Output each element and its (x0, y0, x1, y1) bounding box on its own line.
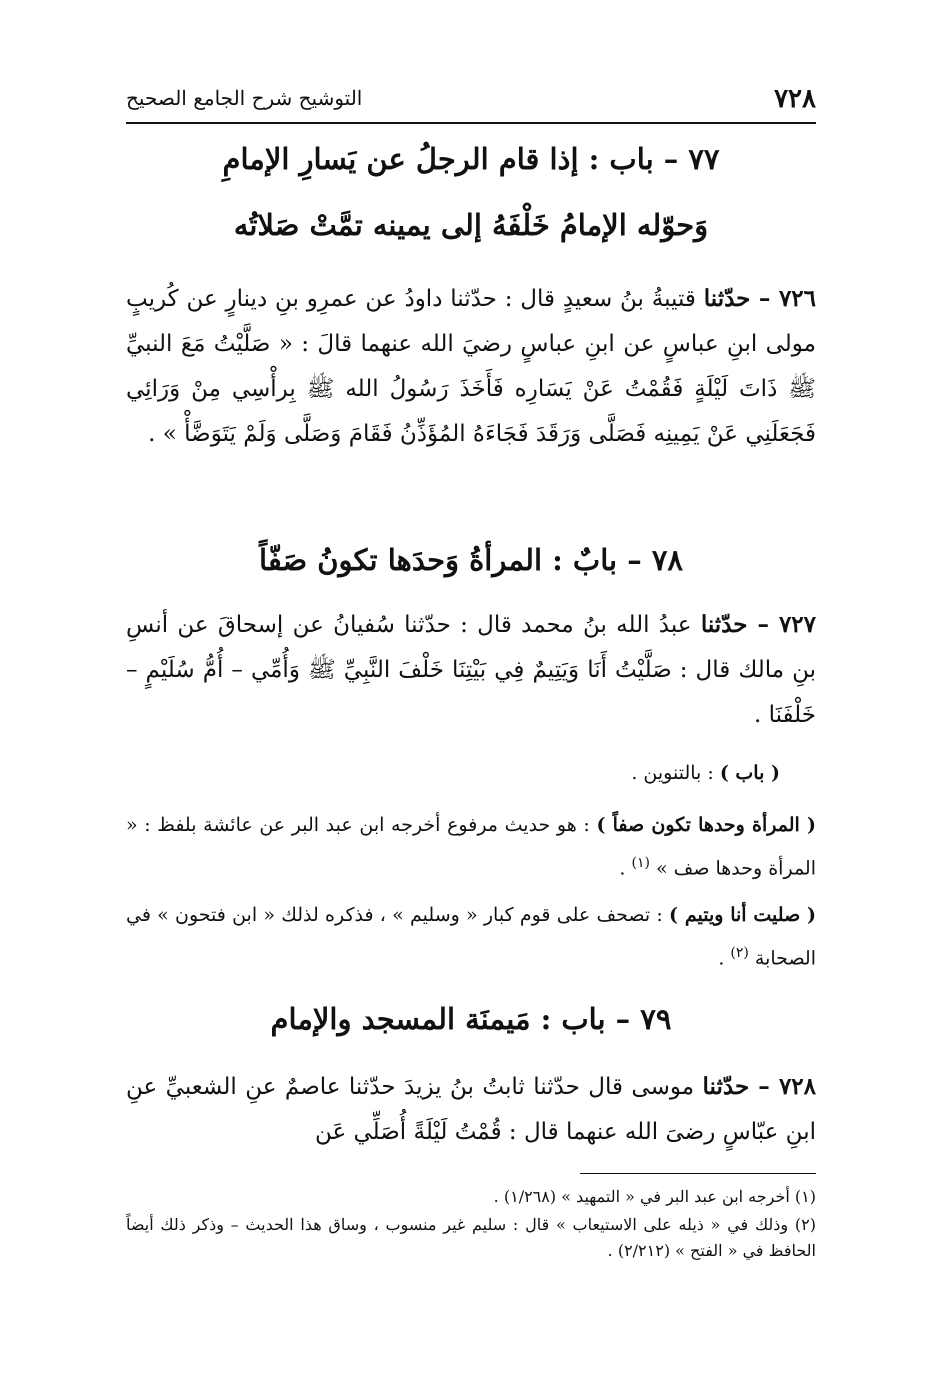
chapter-77-title-line1: ٧٧ – باب : إذا قام الرجلُ عن يَسارِ الإمامِ (222, 142, 720, 176)
note-lead: ( صليت أنا ويتيم ) (669, 904, 817, 926)
chapter-79-title: ٧٩ – باب : مَيمنَة المسجد والإمام (270, 1002, 672, 1036)
hadith-727 (126, 602, 816, 738)
footnote-text: أخرجه ابن عبد البر في « التمهيد » (١/٢٦٨) . (493, 1187, 790, 1206)
hadith-726-lead: ٧٢٦ – حدّثنا (703, 285, 816, 312)
note-bab (126, 754, 816, 792)
footnote-ref[interactable]: (١) (631, 855, 650, 871)
hadith-728-lead: ٧٢٨ – حدّثنا (702, 1073, 817, 1100)
footnote-text: وذلك في « ذيله على الاستيعاب » قال : سليم غير منسوب ، وساق هذا الحديث – وذكر ذلك أيضاً الحافظ في « الفتح » (٢/٢١٢) . (126, 1215, 816, 1260)
footnote-ref[interactable]: (٢) (730, 945, 749, 961)
hadith-726-text: قتيبةُ بنُ سعيدٍ قال : حدّثنا داودُ عن عمرِو بنِ دينارٍ عن كُريبٍ مولى ابنِ عباسٍ عن ابنِ عباسٍ رضيَ الله عنهما قالَ : « صَلَّيْتُ مَعَ النبيِّ ﷺ ذَاتَ لَيْلَةٍ فَقُمْتُ عَنْ يَسَارِه فَأَخَذَ رَسُولُ الله ﷺ بِرأْسِي مِنْ وَرَائِي فَجَعَلَنِي عَنْ يَمِينِه فَصَلَّى وَرَقَدَ فَجَاءَهُ المُؤَذِّنُ فَقَامَ وَصَلَّى وَلَمْ يَتَوَضَّأْ » . (126, 286, 816, 447)
note-lead: ( باب ) (719, 762, 780, 784)
running-title: التوشيح شرح الجامع الصحيح (126, 86, 363, 110)
note-text: : تصحف على قوم كبار « وسليم » ، فذكره لذلك « ابن فتحون » في الصحابة (126, 904, 816, 970)
hadith-726 (126, 276, 816, 457)
chapter-78-title: ٧٨ – بابٌ : المرأةُ وَحدَها تكونُ صَفّاً (259, 543, 683, 577)
footnote-2 (126, 1212, 816, 1264)
hadith-727-lead: ٧٢٧ – حدّثنا (700, 611, 817, 638)
note-text: : هو حديث مرفوع أخرجه ابن عبد البر عن عائشة بلفظ : « المرأة وحدها صف » (126, 814, 816, 880)
page-number: ٧٢٨ (774, 84, 816, 114)
chapter-77-title-line2: وَحوّله الإمامُ خَلْفَهُ إلى يمينه تمَّتْ صَلاتُه (233, 208, 709, 242)
footnote-number: (١) (794, 1187, 816, 1206)
footnote-number: (٢) (794, 1215, 816, 1234)
note-lead: ( المرأة وحدها تكون صفاً ) (596, 814, 817, 836)
hadith-728 (126, 1064, 816, 1155)
page-header (126, 78, 816, 124)
note-woman-row: ( المرأة وحدها تكون صفاً ) : هو حديث مرفوع أخرجه ابن عبد البر عن عائشة بلفظ : « المرأة وحدها صف » $^{(١)}$ . (126, 814, 817, 880)
note-orphan: ( صليت أنا ويتيم ) : تصحف على قوم كبار « وسليم » ، فذكره لذلك « ابن فتحون » في الصحابة $^{(٢)}$ . (126, 904, 817, 970)
hadith-727-text: عبدُ الله بنُ محمد قال : حدّثنا سُفيانُ عن إسحاقَ عن أنسِ بنِ مالك قال : صَلَّيْتُ أَنَا وَيَتِيمٌ فِي بَيْتِنَا خَلْفَ النَّبِيِّ ﷺ وَأُمِّي – أُمُّ سُلَيْمٍ – خَلْفَنَا . (126, 612, 816, 728)
footnote-divider (580, 1173, 816, 1174)
note-text: : بالتنوين . (631, 762, 714, 784)
footnote-1 (126, 1184, 816, 1210)
hadith-728-text: موسى قال حدّثنا ثابتُ بنُ يزيدَ حدّثنا عاصمٌ عنِ الشعبيِّ عنِ ابنِ عبّاسٍ رضىَ الله عنهما قال : قُمْتُ لَيْلَةً أُصَلِّي عَن (126, 1074, 816, 1145)
